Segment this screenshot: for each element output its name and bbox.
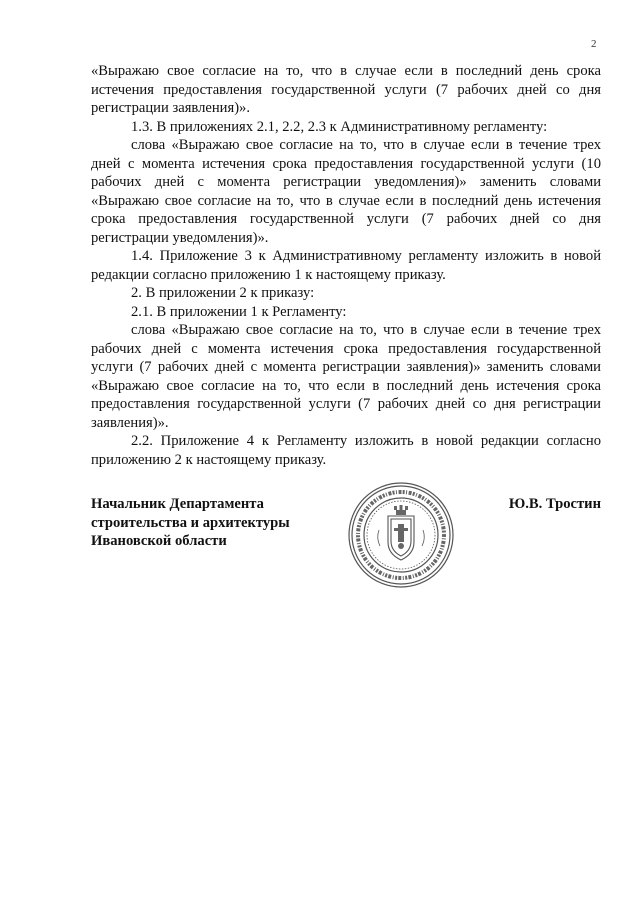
signatory-name: Ю.В. Тростин [508, 496, 601, 512]
signatory-position-line: Начальник Департамента [91, 496, 264, 512]
paragraph: «Выражаю свое согласие на то, что в случае если в последний день срока истечения предоставления государственной услуги (7 рабочих дней со дня регистрации заявления)». [91, 63, 601, 116]
paragraph: 1.3. В приложениях 2.1, 2.2, 2.3 к Административному регламенту: [131, 118, 548, 135]
paragraph: слова «Выражаю свое согласие на то, что в случае если в течение трех рабочих дней с момента истечения срока предоставления государственной услуги (7 рабочих дней с момента регистрации заявления)» заменить словами «Выражаю свое согласие на то, что если в последний день истечения срока предоставления государственной услуги (7 рабочих дней со дня регистрации заявления)». [91, 322, 601, 431]
signatory-position-line: строительства и архитектуры [91, 514, 290, 531]
paragraph: 2. В приложении 2 к приказу: [131, 285, 315, 301]
paragraph: 2.1. В приложении 1 к Регламенту: [131, 303, 347, 320]
paragraph: слова «Выражаю свое согласие на то, что в случае если в течение трех дней с момента истечения срока предоставления государственной услуги (10 рабочих дней с момента регистрации уведомления)» заменить словами «Выражаю свое согласие на то, что в случае если в последний день истечения срока предоставления государственной услуги (7 рабочих дней со дня регистрации уведомления)». [91, 137, 601, 246]
paragraph: 2.2. Приложение 4 к Регламенту изложить в новой редакции согласно приложению 2 к настоящему приказу. [91, 433, 601, 468]
signatory-position-line: Ивановской области [91, 533, 227, 549]
signatory-position [91, 495, 290, 551]
document-body [91, 62, 601, 469]
page-number: 2 [591, 38, 597, 50]
official-seal-icon [346, 480, 456, 590]
paragraph: 1.4. Приложение 3 к Административному регламенту изложить в новой редакции согласно приложению 1 к настоящему приказу. [91, 248, 601, 283]
